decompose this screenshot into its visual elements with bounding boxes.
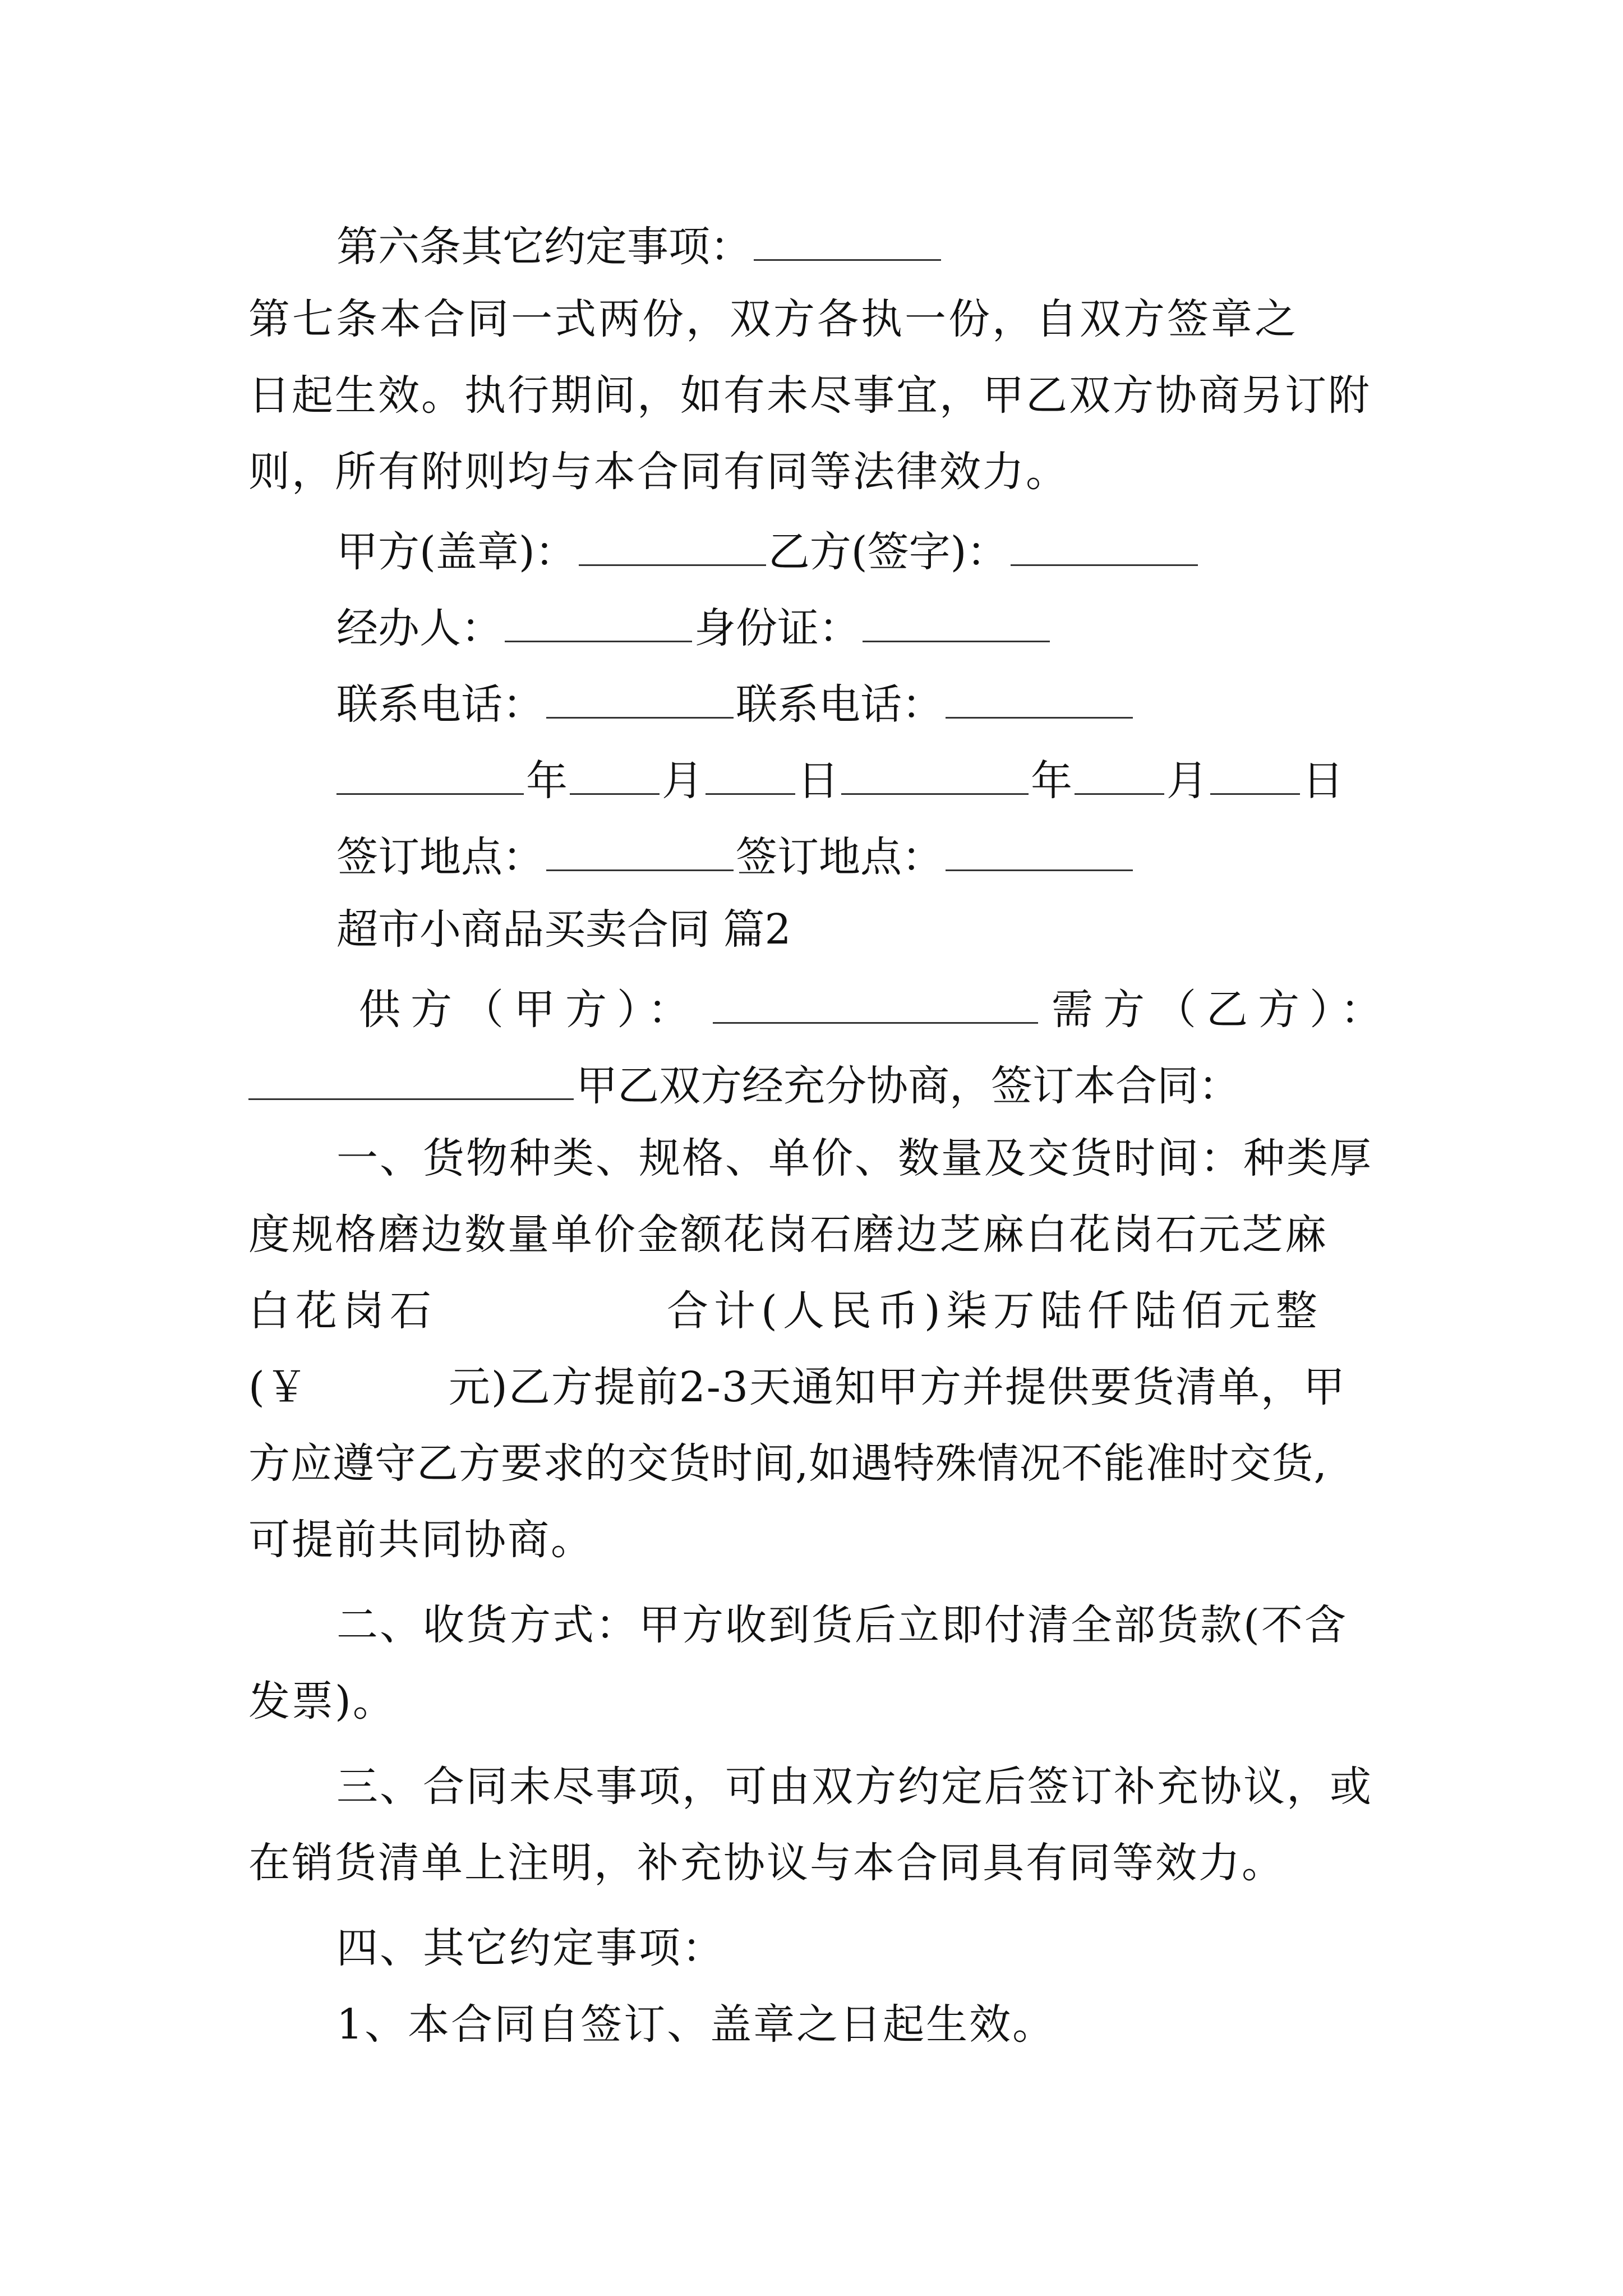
month-field-b: [1075, 756, 1164, 795]
item-1-line-2: 度规格磨边数量单价金额花岗石磨边芝麻白花岗石元芝麻: [248, 1211, 1328, 1259]
day-field-a: [706, 756, 795, 795]
party-a-seal-label: 甲方(盖章)：: [336, 528, 577, 576]
id-card-field: [863, 604, 1050, 642]
signature-row-phone: [336, 680, 1623, 729]
phone-label-a: 联系电话：: [336, 680, 544, 729]
month-label-a: 月: [662, 757, 703, 805]
item-2-line-1: 二、收货方式：甲方收到货后立即付清全部货款(不含: [336, 1601, 1348, 1649]
buyer-label: 需方（乙方）：: [1052, 986, 1392, 1034]
id-card-label: 身份证：: [694, 604, 860, 652]
section-2-title: 超市小商品买卖合同 篇2: [336, 905, 791, 954]
day-field-b: [1210, 756, 1300, 795]
intro-row: [248, 1061, 1623, 1110]
phone-field-a: [546, 680, 734, 719]
item-1-line-6: 可提前共同协商。: [248, 1516, 594, 1564]
item-1-line-1: 一、货物种类、规格、单价、数量及交货时间：种类厚: [336, 1134, 1373, 1182]
sign-place-field-a: [546, 832, 734, 871]
item-2-line-2: 发票)。: [248, 1677, 396, 1726]
article-6: [336, 222, 1623, 271]
year-field-b: [841, 756, 1029, 795]
article-7-line-3: 则，所有附则均与本合同有同等法律效力。: [248, 448, 1069, 496]
agent-field: [505, 604, 692, 642]
party-a-seal-field: [579, 527, 766, 566]
item-4-line-1: 四、其它约定事项：: [336, 1924, 725, 1972]
sign-place-label-b: 签订地点：: [736, 833, 943, 881]
phone-field-b: [946, 680, 1133, 719]
year-label-b: 年: [1031, 757, 1072, 805]
article-7-line-2: 日起生效。执行期间，如有未尽事宜，甲乙双方协商另订附: [248, 371, 1371, 420]
day-label-b: 日: [1302, 757, 1344, 805]
month-label-b: 月: [1166, 757, 1208, 805]
item-1-line-5: 方应遵守乙方要求的交货时间,如遇特殊情况不能准时交货,: [248, 1439, 1328, 1488]
supplier-buyer-row: [359, 985, 1623, 1034]
supplier-field: [713, 985, 1038, 1024]
item-4-sub-1: 1、本合同自签订、盖章之日起生效。: [336, 2000, 1056, 2049]
month-field-a: [570, 756, 660, 795]
buyer-field: [248, 1061, 574, 1100]
year-label-a: 年: [526, 757, 568, 805]
sign-place-label-a: 签订地点：: [336, 833, 544, 881]
item-3-line-1: 三、合同未尽事项，可由双方约定后签订补充协议，或: [336, 1763, 1373, 1811]
signature-row-date: [336, 756, 1623, 805]
party-b-sign-label: 乙方(签字)：: [768, 528, 1008, 576]
article-7-line-1: 第七条本合同一式两份，双方各执一份，自双方签章之: [248, 295, 1298, 343]
sign-place-field-b: [946, 832, 1133, 871]
item-1-line-4: (￥ 元)乙方提前2-3天通知甲方并提供要货清单，甲: [248, 1363, 1346, 1411]
year-field-a: [336, 756, 524, 795]
signature-row-seal: [336, 527, 1623, 576]
article-6-label: 第六条其它约定事项：: [336, 223, 751, 271]
item-3-line-2: 在销货清单上注明，补充协议与本合同具有同等效力。: [248, 1839, 1285, 1887]
supplier-label: 供方（甲方）：: [359, 986, 699, 1034]
agent-label: 经办人：: [336, 604, 502, 652]
item-1-line-3: 白花岗石 合计(人民币)柒万陆仟陆佰元整: [248, 1287, 1323, 1335]
signature-row-place: [336, 832, 1623, 881]
party-b-sign-field: [1011, 527, 1198, 566]
phone-label-b: 联系电话：: [736, 680, 943, 729]
intro-text: 甲乙双方经充分协商，签订本合同：: [576, 1062, 1240, 1110]
signature-row-agent: [336, 604, 1623, 652]
blank-line: [754, 222, 941, 261]
day-label-a: 日: [797, 757, 839, 805]
